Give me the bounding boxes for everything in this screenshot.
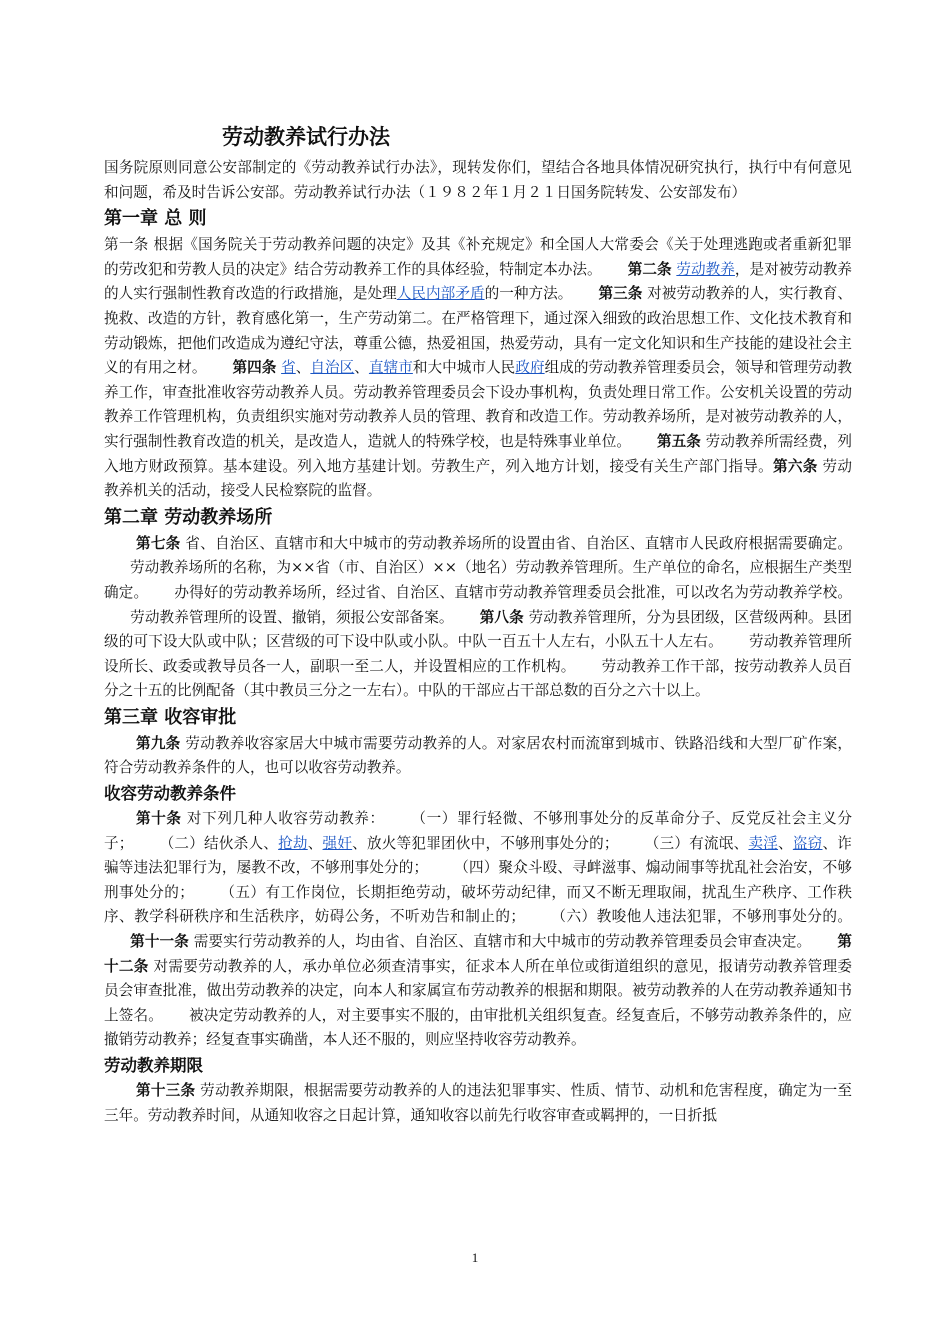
article-4-label: 第四条: [232, 359, 277, 377]
article-7-text: 省、自治区、直辖市和大中城市的劳动教养场所的设置由省、自治区、直辖市人民政府根据需要确定。: [185, 534, 852, 552]
article-5-text: 劳动教养所需经费，列入地方财政预算。基本建设。列入地方基建计划。劳教生产，列入地方计划，接受有关生产部门指导。: [104, 432, 852, 475]
link-maiyin[interactable]: 卖淫: [748, 834, 779, 852]
article-12-text: 对需要劳动教养的人，承办单位必须查清事实，征求本人所在单位或街道组织的意见，报请劳动教养管理委员会审查批准，做出劳动教养的决定，向本人和家属宣布劳动教养的根据和期限。被劳动教养的人在劳动教养通知书上签名。: [104, 957, 852, 1024]
article-7-label: 第七条: [136, 534, 181, 552]
article-10-label: 第十条: [136, 810, 182, 828]
article-10-item-2b: 、放火等犯罪团伙中，不够刑事处分的；: [352, 834, 619, 852]
chapter-1-body: [104, 233, 852, 504]
chapter-3-heading: 第三章 收容审批: [104, 706, 237, 728]
article-10-item-5: （五）有工作岗位，长期拒绝劳动，破坏劳动纪律，而又不断无理取闹，扰乱生产秩序、工作秩序、教学科研秩序和生活秩序，妨碍公务，不听劝告和制止的；: [104, 883, 852, 926]
separator: 、: [354, 359, 369, 377]
chapter-1-heading: 第一章 总 则: [104, 208, 207, 230]
article-10-12-paragraph: [104, 807, 852, 1053]
page-number: 1: [471, 1250, 479, 1265]
article-10-item-1: （一）罪行轻微、不够刑事处分的反革命分子、反党反社会主义分子；: [104, 810, 852, 852]
article-13-paragraph: [104, 1079, 852, 1128]
article-13-label: 第十三条: [136, 1082, 196, 1099]
article-13-text: 劳动教养期限，根据需要劳动教养的人的违法犯罪事实、性质、情节、动机和危害程度，确定为一至三年。劳动教养时间，从通知收容之日起计算，通知收容以前先行收容审查或羁押的，一日折抵: [104, 1082, 852, 1124]
article-3-label: 第三条: [598, 285, 643, 303]
article-2-text-1: ，是对被劳动教养的人实行强制性教育改造的行政措施，是处理: [104, 260, 852, 303]
article-8-para-3: 劳动教养工作干部，按劳动教养人员百分之十五的比例配备（其中教员三分之一左右）。中队的干部应占干部总数的百分之六十以上。: [104, 657, 852, 700]
separator: 、: [307, 834, 323, 852]
article-10-item-6: （六）教唆他人违法犯罪，不够刑事处分的。: [550, 908, 852, 926]
document-title: 劳动教养试行办法: [222, 125, 390, 149]
link-laodong-jiaoyang[interactable]: 劳动教养: [676, 260, 735, 278]
subheading-shourong-tiaojian: 收容劳动教养条件: [104, 784, 236, 804]
subheading-jiaoyang-qixian: 劳动教养期限: [104, 1056, 203, 1075]
article-9-paragraph: [104, 732, 852, 781]
article-12-label: 第十二条: [104, 933, 852, 975]
article-4-text-1: 和大中城市人民: [412, 359, 516, 377]
link-qiangjie[interactable]: 抢劫: [278, 834, 308, 852]
link-zizhiqu[interactable]: 自治区: [310, 359, 355, 377]
article-12-para-2: 被决定劳动教养的人，对主要事实不服的，由审批机关组织复查。经复查后，不够劳动教养条件的，应撤销劳动教养；经复查事实确凿，本人还不服的，则应坚持收容劳动教养。: [104, 1006, 852, 1049]
chapter-2-body: [104, 532, 852, 704]
article-5-label: 第五条: [656, 432, 701, 450]
link-daoqie[interactable]: 盗窃: [792, 834, 823, 852]
article-3-text: 对被劳动教养的人，实行教育、挽救、改造的方针，教育感化第一，生产劳动第二。在严格管理下，通过深入细致的政治思想工作、文化技术教育和劳动锻炼，把他们改造成为遵纪守法，尊重公德，热爱祖国，热爱劳动，具有一定文化知识和生产技能的建设社会主义的有用之材。: [104, 285, 852, 377]
article-2-text-2: 的一种方法。: [484, 285, 573, 303]
article-1-text: 第一条 根据《国务院关于劳动教养问题的决定》及其《补充规定》和全国人大常委会《关于处理逃跑或者重新犯罪的劳改犯和劳教人员的决定》结合劳动教养工作的具体经验，特制定本办法。: [104, 236, 852, 278]
article-6-label: 第六条: [773, 457, 818, 475]
intro-paragraph: 国务院原则同意公安部制定的《劳动教养试行办法》，现转发你们，望结合各地具体情况研究执行，执行中有何意见和问题，希及时告诉公安部。劳动教养试行办法（１９８２年１月２１日国务院转发、公安部发布）: [104, 159, 852, 201]
link-sheng[interactable]: 省: [281, 359, 296, 377]
article-10-item-2a: （二）结伙杀人、: [159, 834, 279, 852]
article-10-text: 对下列几种人收容劳动教养：: [186, 810, 385, 828]
article-8-label: 第八条: [479, 608, 524, 626]
article-10-item-4: （四）聚众斗殴、寻衅滋事、煽动闹事等扰乱社会治安，不够刑事处分的；: [104, 859, 852, 901]
link-qiangjian[interactable]: 强奸: [322, 834, 353, 852]
link-zhengfu[interactable]: 政府: [515, 359, 545, 377]
article-9-label: 第九条: [136, 734, 181, 752]
article-11-label: 第十一条: [130, 933, 189, 951]
article-8-para-2: 劳动教养管理所设所长、政委或教导员各一人，副职一至二人，并设置相应的工作机构。: [104, 633, 852, 675]
article-4-text-2: 组成的劳动教养管理委员会，领导和管理劳动教养工作，审查批准收容劳动教养人员。劳动教养管理委员会下设办事机构，负责处理日常工作。公安机关设置的劳动教养工作管理机构，负责组织实施对劳动教养人员的管理、教育和改造工作。劳动教养场所，是对被劳动教养的人，实行强制性教育改造的机关，是改造人，造就人的特殊学校，也是特殊事业单位。: [104, 359, 852, 450]
separator: 、: [295, 359, 311, 377]
article-7-para-3: 办得好的劳动教养场所，经过省、自治区、直辖市劳动教养管理委员会批准，可以改名为劳动教养学校。: [174, 583, 852, 601]
article-7-para-4: 劳动教养管理所的设置、撤销，须报公安部备案。: [130, 608, 454, 626]
article-10-item-3a: （三）有流氓、: [644, 834, 749, 852]
link-renmin-neibu-maodun[interactable]: 人民内部矛盾: [396, 285, 485, 303]
article-9-text: 劳动教养收容家居大中城市需要劳动教养的人。对家居农村而流窜到城市、铁路沿线和大型厂矿作案，符合劳动教养条件的人，也可以收容劳动教养。: [104, 734, 852, 777]
article-8-text: 劳动教养管理所，分为县团级，区营级两种。县团级的可下设大队或中队；区营级的可下设中队或小队。中队一百五十人左右，小队五十人左右。: [104, 608, 852, 651]
article-2-label: 第二条: [627, 260, 672, 278]
separator: 、: [778, 834, 793, 852]
article-7-para-2: 劳动教养场所的名称，为××省（市、自治区）××（地名）劳动教养管理所。生产单位的命名，应根据生产类型确定。: [104, 559, 852, 601]
document-page: [104, 122, 852, 1128]
article-10-item-3b: 、诈骗等违法犯罪行为，屡教不改，不够刑事处分的；: [104, 834, 852, 877]
link-zhixiashi[interactable]: 直辖市: [368, 359, 413, 377]
article-11-text: 需要实行劳动教养的人，均由省、自治区、直辖市和大中城市的劳动教养管理委员会审查决定。: [193, 933, 812, 951]
article-6-text: 劳动教养机关的活动，接受人民检察院的监督。: [104, 457, 852, 500]
chapter-2-heading: 第二章 劳动教养场所: [104, 506, 273, 528]
